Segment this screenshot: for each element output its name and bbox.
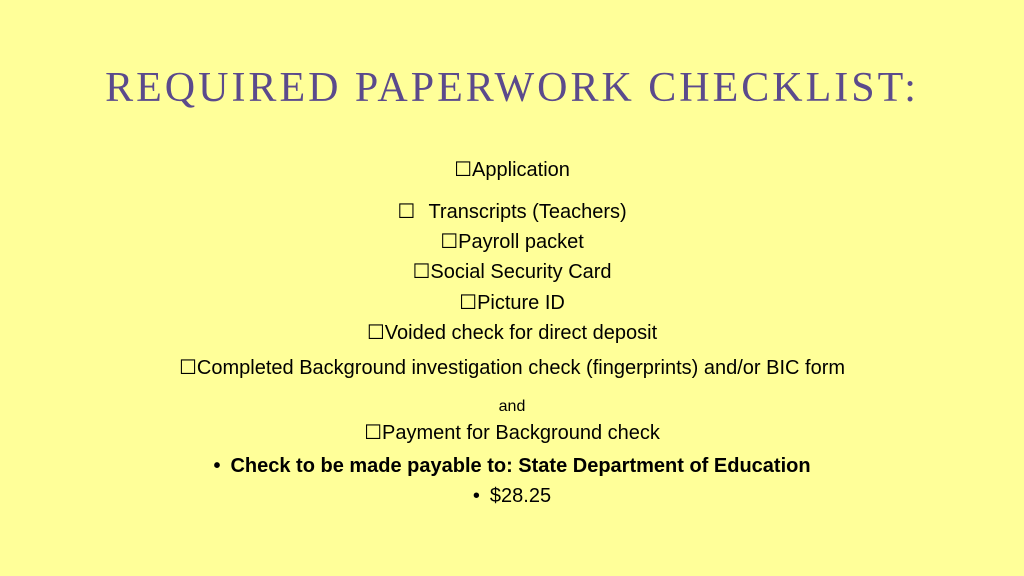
- checklist-item-social-security-card: [0, 260, 1024, 284]
- checklist-item-voided-check: [0, 321, 1024, 345]
- slide-title: REQUIRED PAPERWORK CHECKLIST:: [105, 65, 919, 111]
- checklist-item-picture-id: [0, 291, 1024, 315]
- checkbox-icon: ☐: [412, 261, 431, 283]
- payable-note: [0, 454, 1024, 478]
- connector-text: and: [498, 398, 526, 415]
- amount-text: $28.25: [489, 485, 552, 507]
- checklist-item-payment: [0, 421, 1024, 445]
- checklist-item-label: Completed Background investigation check (fingerprints) and/or BIC form: [196, 357, 846, 379]
- checklist-item-label: Social Security Card: [430, 261, 612, 283]
- checklist-item-background-check: [0, 356, 1024, 380]
- checkbox-icon: ☐: [397, 201, 416, 223]
- checklist-item-label: Payroll packet: [458, 231, 584, 253]
- checkbox-icon: ☐: [178, 357, 197, 379]
- payable-note-text: Check to be made payable to: State Department of Education: [230, 455, 811, 477]
- checklist-item-transcripts: [0, 200, 1024, 224]
- checklist-item-label: Payment for Background check: [382, 422, 660, 444]
- checklist-item-application: [0, 158, 1024, 182]
- checkbox-icon: ☐: [440, 231, 459, 253]
- checklist-item-payroll-packet: [0, 230, 1024, 254]
- checkbox-icon: ☐: [454, 159, 473, 181]
- checkbox-icon: ☐: [366, 322, 385, 344]
- bullet-icon: •: [213, 455, 221, 477]
- bullet-icon: •: [472, 485, 480, 507]
- checklist-item-label: Voided check for direct deposit: [384, 322, 658, 344]
- checkbox-icon: ☐: [364, 422, 382, 444]
- checklist-item-label: Transcripts (Teachers): [423, 201, 627, 223]
- checkbox-icon: ☐: [459, 292, 478, 314]
- amount-line: [0, 484, 1024, 508]
- checklist-item-label: Picture ID: [477, 292, 565, 314]
- checklist-item-label: Application: [472, 159, 570, 181]
